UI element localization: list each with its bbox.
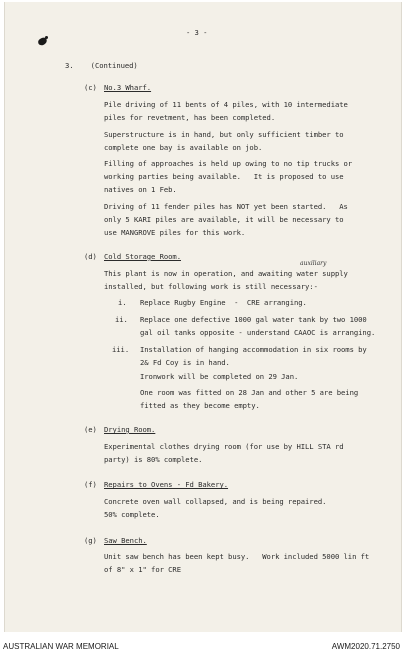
item-e-title: Drying Room. bbox=[104, 425, 156, 434]
item-c-line: Superstructure is in hand, but only sufficient timber to bbox=[104, 130, 344, 139]
subitem-line: fitted as they become empty. bbox=[140, 401, 260, 410]
item-c-title: No.3 Wharf. bbox=[104, 83, 152, 92]
item-c-letter: (c) bbox=[84, 83, 97, 92]
subitem-line: 2& Fd Coy is in hand. bbox=[140, 358, 230, 367]
subitem-line: Installation of hanging accommodation in six rooms by bbox=[140, 345, 367, 354]
item-d-line: This plant is now in operation, and awaiting water supply bbox=[104, 269, 348, 278]
item-f-letter: (f) bbox=[84, 480, 97, 489]
item-c-line: Driving of 11 fender piles has NOT yet been started. As bbox=[104, 202, 348, 211]
subitem-line: Replace one defective 1000 gal water tank by two 1000 bbox=[140, 315, 367, 324]
document-page bbox=[4, 2, 402, 632]
ink-dot bbox=[45, 36, 48, 39]
subitem-line: Replace Rugby Engine - CRE arranging. bbox=[140, 298, 307, 307]
item-f-line: 50% complete. bbox=[104, 510, 160, 519]
item-c-line: natives on 1 Feb. bbox=[104, 185, 177, 194]
page-number: - 3 - bbox=[186, 28, 208, 37]
item-g-line: Unit saw bench has been kept busy. Work included 5000 lin ft bbox=[104, 552, 370, 561]
item-f-line: Concrete oven wall collapsed, and is being repaired. bbox=[104, 497, 327, 506]
item-g-line: of 8" x 1" for CRE bbox=[104, 565, 181, 574]
item-e-line: Experimental clothes drying room (for use by HILL STA rd bbox=[104, 442, 344, 451]
subitem-line: gal oil tanks opposite - understand CAAOC is arranging. bbox=[140, 328, 376, 337]
item-c-line: Pile driving of 11 bents of 4 piles, with 10 intermediate bbox=[104, 100, 348, 109]
item-c-line: complete one bay is available on job. bbox=[104, 143, 263, 152]
subitem-number: i. bbox=[118, 298, 127, 307]
item-f-title: Repairs to Ovens - Fd Bakery. bbox=[104, 480, 229, 489]
subitem-line: One room was fitted on 28 Jan and other 5 are being bbox=[140, 388, 359, 397]
item-c-line: use MANGROVE piles for this work. bbox=[104, 228, 246, 237]
item-e-letter: (e) bbox=[84, 425, 97, 434]
item-c-line: piles for revetment, has been completed. bbox=[104, 113, 276, 122]
footer-institution: AUSTRALIAN WAR MEMORIAL bbox=[3, 642, 119, 651]
item-e-line: party) is 80% complete. bbox=[104, 455, 203, 464]
handwritten-insertion: auxiliary bbox=[300, 260, 327, 267]
section-heading: 3. (Continued) bbox=[65, 61, 138, 70]
item-g-title: Saw Bench. bbox=[104, 536, 147, 545]
item-c-line: Filling of approaches is held up owing to no tip trucks or bbox=[104, 159, 353, 168]
item-d-letter: (d) bbox=[84, 252, 97, 261]
item-c-line: working parties being available. It is proposed to use bbox=[104, 172, 344, 181]
archive-footer bbox=[0, 638, 404, 653]
item-g-letter: (g) bbox=[84, 536, 97, 545]
item-d-title: Cold Storage Room. bbox=[104, 252, 181, 261]
subitem-number: iii. bbox=[112, 345, 130, 354]
subitem-number: ii. bbox=[115, 315, 128, 324]
subitem-line: Ironwork will be completed on 29 Jan. bbox=[140, 372, 299, 381]
item-d-line: installed, but following work is still necessary:- bbox=[104, 282, 318, 291]
item-c-line: only 5 KARI piles are available, it will be necessary to bbox=[104, 215, 344, 224]
footer-reference: AWM2020.71.2750 bbox=[331, 642, 400, 651]
